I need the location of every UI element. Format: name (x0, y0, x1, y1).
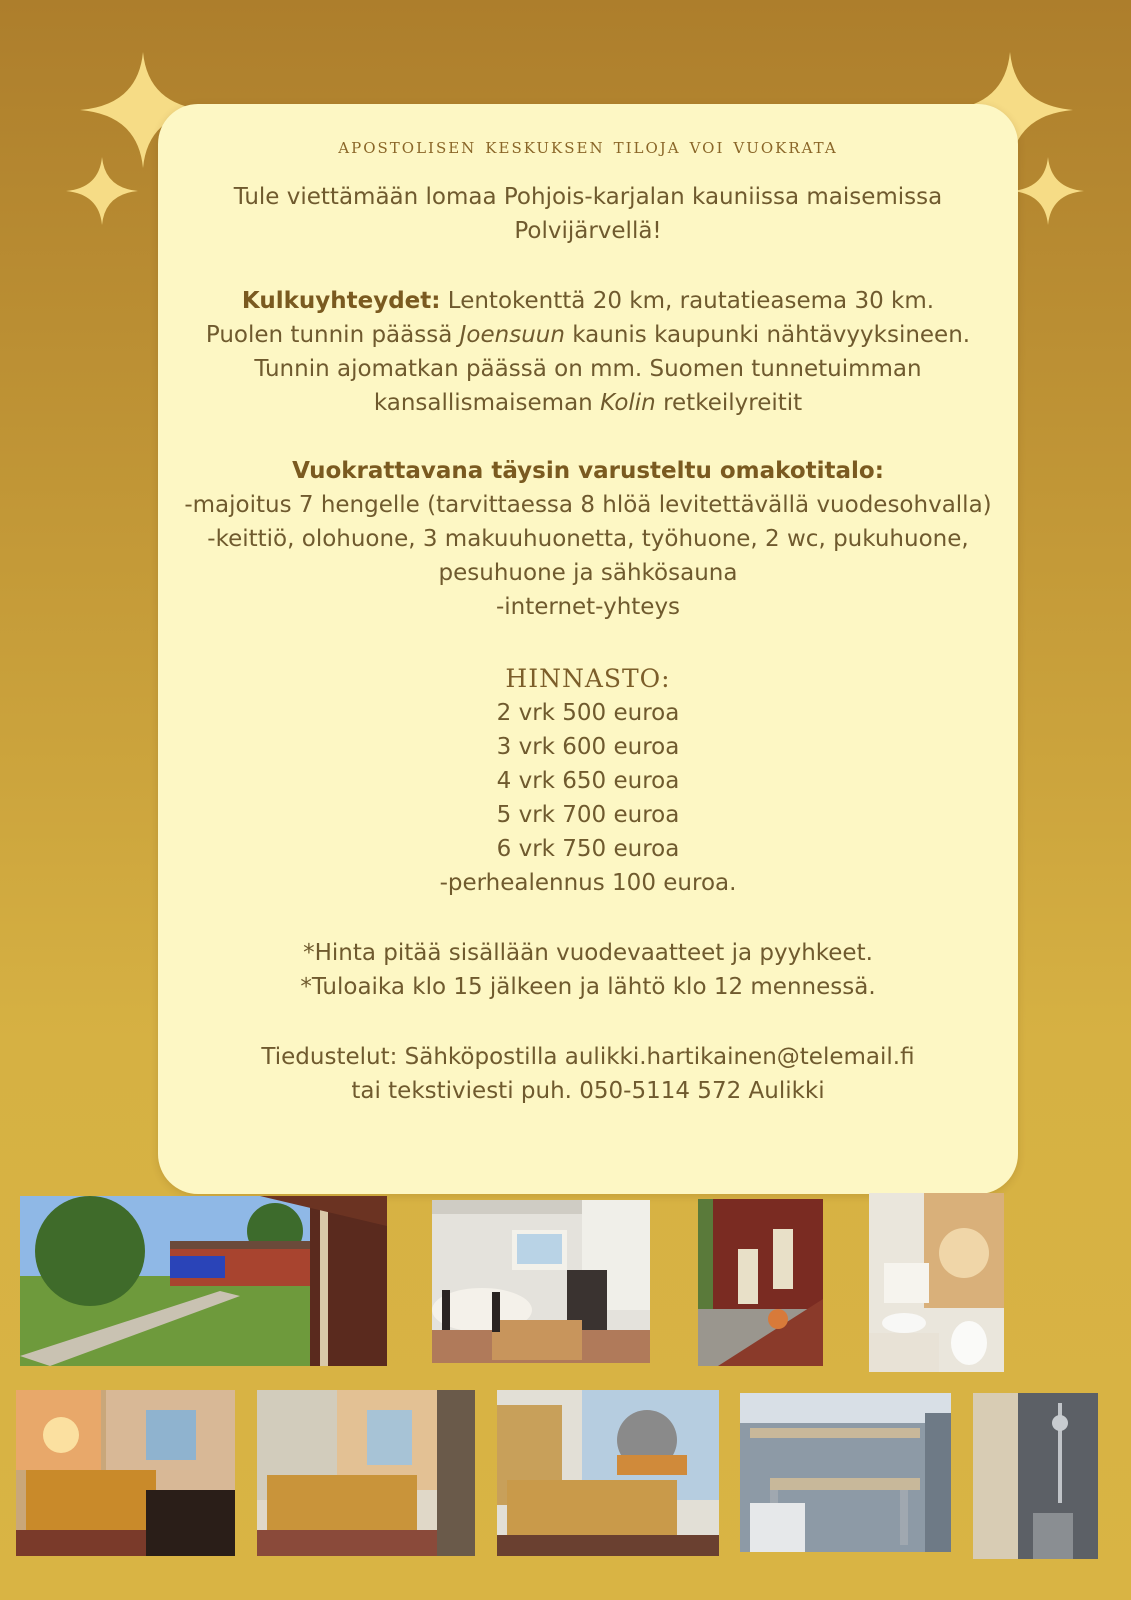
photo-shower (973, 1393, 1098, 1559)
price-row: 5 vrk 700 euroa (496, 802, 680, 828)
price-row: 6 vrk 750 euroa (496, 836, 680, 862)
photo-kitchen (432, 1200, 650, 1363)
photo-bedroom-3 (497, 1390, 719, 1556)
photo-bedroom-1 (16, 1390, 235, 1556)
photo-sauna (740, 1393, 951, 1552)
note-line: *Tuloaika klo 15 jälkeen ja lähtö klo 12 mennessä. (300, 974, 876, 1000)
note-line: *Hinta pitää sisällään vuodevaatteet ja pyyhkeet. (303, 940, 873, 966)
info-card (158, 104, 1018, 1194)
photo-bathroom (869, 1193, 1004, 1372)
house-line: -majoitus 7 hengelle (tarvittaessa 8 hlöä levitettävällä vuodesohvalla) (184, 492, 992, 518)
intro-line: Tule viettämään lomaa Pohjois-karjalan kauniissa maisemissa (233, 184, 943, 210)
transport-line: Tunnin ajomatkan päässä on mm. Suomen tunnetuimman (254, 356, 922, 382)
intro-line: Polvijärvellä! (514, 218, 662, 244)
transport-line: Kulkuyhteydet: Lentokenttä 20 km, rautatieasema 30 km. (241, 288, 935, 314)
page-title: apostolisen keskuksen tiloja voi vuokrata (338, 134, 838, 159)
sparkle-icon (1012, 155, 1084, 227)
price-row: 2 vrk 500 euroa (496, 700, 680, 726)
contact-line: tai tekstiviesti puh. 050-5114 572 Aulikki (351, 1078, 825, 1104)
transport-line: kansallismaiseman Kolin retkeilyreitit (373, 390, 803, 416)
pricing-heading: HINNASTO: (505, 664, 671, 693)
house-line: pesuhuone ja sähkösauna (438, 560, 738, 586)
house-heading: Vuokrattavana täysin varusteltu omakotitalo: (292, 458, 884, 484)
house-line: -internet-yhteys (495, 594, 681, 620)
discount-line: -perhealennus 100 euroa. (439, 870, 737, 896)
price-row: 4 vrk 650 euroa (496, 768, 680, 794)
transport-line: Puolen tunnin päässä Joensuun kaunis kaupunki nähtävyyksineen. (205, 322, 971, 348)
contact-line: Tiedustelut: Sähköpostilla aulikki.hartikainen@telemail.fi (261, 1044, 915, 1070)
photo-yard (20, 1196, 387, 1366)
photo-bedroom-2 (257, 1390, 475, 1556)
sparkle-icon (66, 155, 138, 227)
house-line: -keittiö, olohuone, 3 makuuhuonetta, työhuone, 2 wc, pukuhuone, (207, 526, 969, 552)
transport-label: Kulkuyhteydet: (241, 288, 441, 314)
price-row: 3 vrk 600 euroa (496, 734, 680, 760)
photo-terrace (698, 1199, 823, 1366)
